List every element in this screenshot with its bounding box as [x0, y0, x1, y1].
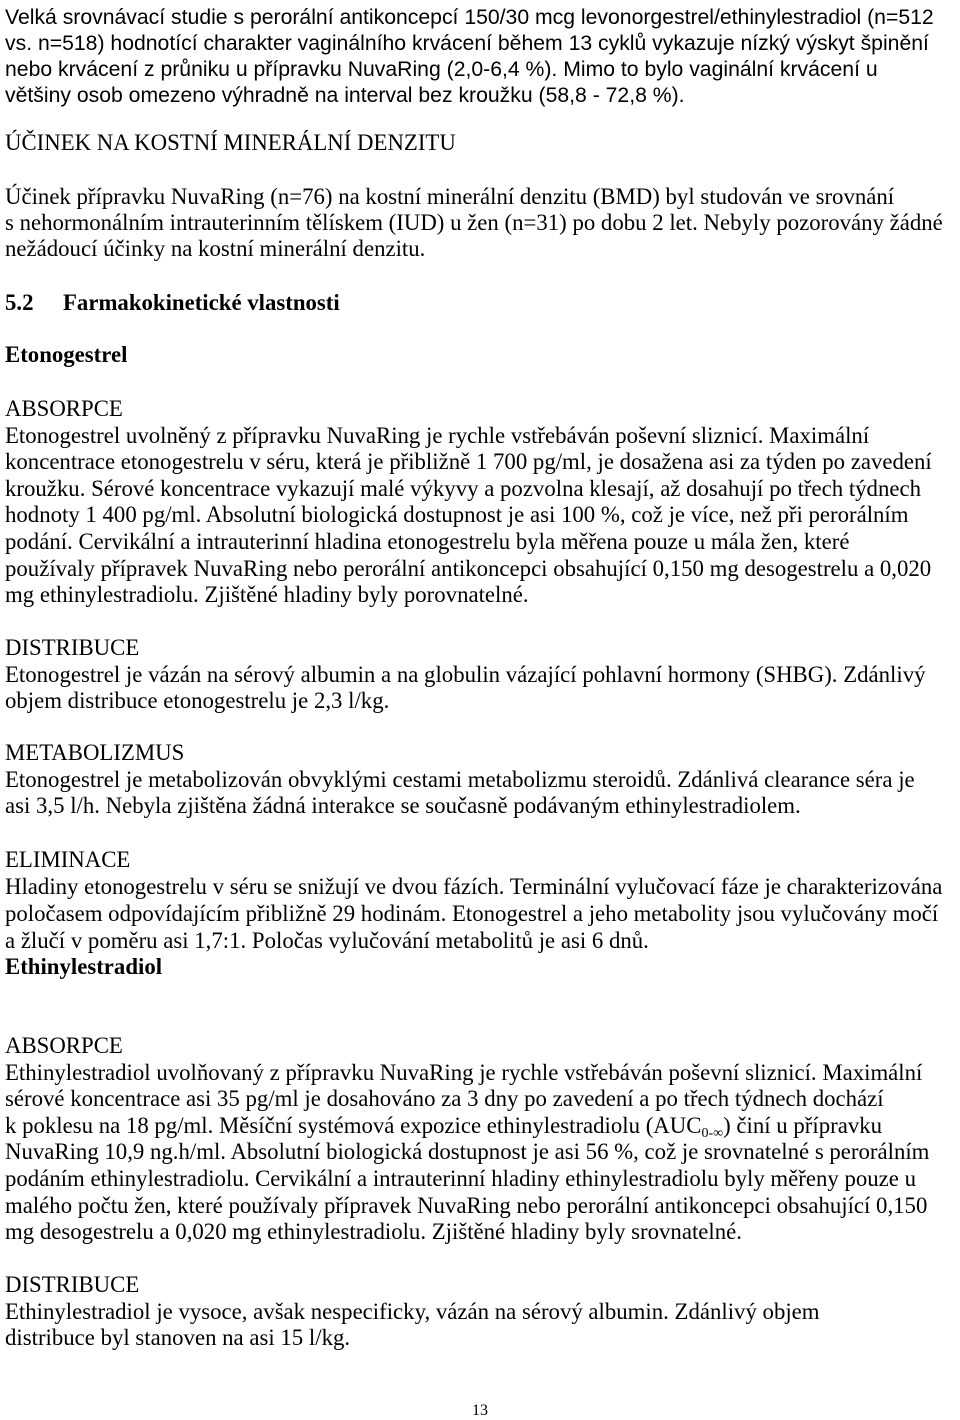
paragraph-line: kroužku. Sérové koncentrace vykazují malé výkyvy a pozvolna klesají, až dosahují po třech týdnech	[5, 475, 921, 501]
etonogestrel-metabolizmus	[5, 740, 915, 820]
paragraph-line: objem distribuce etonogestrelu je 2,3 l/kg.	[5, 688, 390, 714]
paragraph-line: Velká srovnávací studie s perorální antikoncepcí 150/30 mcg levonorgestrel/ethinylestradiol (n=512	[5, 6, 934, 29]
ethinylestradiol-distribuce	[5, 1272, 820, 1352]
auc-subscript: 0-∞	[701, 1125, 724, 1141]
paragraph-line: Ethinylestradiol uvolňovaný z přípravku NuvaRing je rychle vstřebáván poševní sliznicí. Maximální	[5, 1059, 923, 1085]
line-text: k poklesu na 18 pg/ml. Měsíční systémová expozice ethinylestradiolu (AUC	[5, 1112, 702, 1138]
section-title: Farmakokinetické vlastnosti	[63, 290, 340, 315]
line-text: ) činí u přípravku	[723, 1112, 883, 1138]
paragraph-line: Etonogestrel je metabolizován obvyklými cestami metabolizmu steroidů. Zdánlivá clearance séra je	[5, 766, 915, 792]
paragraph-line: Ethinylestradiol je vysoce, avšak nespecificky, vázán na sérový albumin. Zdánlivý objem	[5, 1298, 820, 1324]
paragraph-line: Etonogestrel uvolněný z přípravku NuvaRing je rychle vstřebáván poševní sliznicí. Maximální	[5, 422, 870, 448]
subsection-heading: ABSORPCE	[5, 396, 123, 421]
paragraph-line: hodnoty 1 400 pg/ml. Absolutní biologická dostupnost je asi 100 %, což je více, než při perorálním	[5, 502, 909, 528]
paragraph-line: většiny osob omezeno výhradně na interval bez kroužku (58,8 - 72,8 %).	[5, 84, 685, 107]
subsection-heading: DISTRIBUCE	[5, 635, 140, 660]
section-number: 5.2	[5, 290, 34, 315]
subsection-heading: METABOLIZMUS	[5, 740, 185, 765]
paragraph-line: nebo krvácení z průniku u přípravku NuvaRing (2,0-6,4 %). Mimo to bylo vaginální krvácení u	[5, 58, 878, 81]
paragraph-line: nežádoucí účinky na kostní minerální denzitu.	[5, 236, 426, 261]
etonogestrel-absorpce	[5, 396, 932, 609]
substance-title-ethinylestradiol: Ethinylestradiol	[5, 954, 163, 979]
paragraph-line: s nehormonálním intrauterinním tělískem (IUD) u žen (n=31) po dobu 2 let. Nebyly pozorovány žádné	[5, 210, 943, 235]
paragraph-line: Etonogestrel je vázán na sérový albumin a na globulin vázající pohlavní hormony (SHBG). Zdánlivý	[5, 661, 926, 687]
paragraph-line: poločasem odpovídajícím přibližně 29 hodinám. Etonogestrel a jeho metabolity jsou vylučovány močí	[5, 901, 939, 926]
paragraph-line	[5, 1113, 929, 1140]
page-number: 13	[472, 1402, 488, 1419]
paragraph-line: mg ethinylestradiolu. Zjištěné hladiny byly porovnatelné.	[5, 582, 529, 608]
paragraph-line: používaly přípravek NuvaRing nebo perorální antikoncepci obsahující 0,150 mg desogestrelu a 0,020	[5, 555, 932, 581]
intro-paragraph	[5, 5, 934, 109]
substance-title-etonogestrel: Etonogestrel	[5, 342, 128, 367]
paragraph-line: podání. Cervikální a intrauterinní hladina etonogestrelu byla měřena pouze u mála žen, které	[5, 528, 850, 554]
paragraph-line: mg desogestrelu a 0,020 mg ethinylestradiolu. Zjištěné hladiny byly srovnatelné.	[5, 1219, 742, 1245]
paragraph-line: Účinek přípravku NuvaRing (n=76) na kostní minerální denzitu (BMD) byl studován ve srovnání	[5, 184, 895, 209]
paragraph-line: asi 3,5 l/h. Nebyla zjištěna žádná interakce se současně podávaným ethinylestradiolem.	[5, 793, 801, 819]
paragraph-line: a žlučí v poměru asi 1,7:1. Poločas vylučování metabolitů je asi 6 dnů.	[5, 928, 649, 953]
paragraph-line: malého počtu žen, které používaly přípravek NuvaRing nebo perorální antikoncepci obsahující 0,150	[5, 1192, 928, 1218]
paragraph-line: Hladiny etonogestrelu v séru se snižují ve dvou fázích. Terminální vylučovací fáze je charakterizována	[5, 874, 943, 899]
subsection-heading: DISTRIBUCE	[5, 1272, 140, 1297]
paragraph-line: vs. n=518) hodnotící charakter vaginálního krvácení během 13 cyklů vykazuje nízký výskyt špinění	[5, 32, 929, 55]
subsection-heading: ABSORPCE	[5, 1033, 123, 1058]
subsection-heading: ELIMINACE	[5, 847, 131, 872]
etonogestrel-distribuce	[5, 635, 926, 715]
paragraph-line: sérové koncentrace asi 35 pg/ml je dosahováno za 3 dny po zavedení a po třech týdnech dochází	[5, 1086, 884, 1112]
etonogestrel-eliminace	[5, 846, 942, 954]
ethinylestradiol-absorpce	[5, 1033, 929, 1246]
paragraph-line: NuvaRing 10,9 ng.h/ml. Absolutní biologická dostupnost je asi 56 %, což je srovnatelné s perorálním	[5, 1139, 930, 1165]
bmd-heading: ÚČINEK NA KOSTNÍ MINERÁLNÍ DENZITU	[5, 130, 456, 155]
bmd-paragraph	[5, 184, 943, 262]
paragraph-line: distribuce byl stanoven na asi 15 l/kg.	[5, 1325, 351, 1351]
paragraph-line: koncentrace etonogestrelu v séru, která je přibližně 1 700 pg/ml, je dosažena asi za týden po zavedení	[5, 449, 932, 475]
section-heading	[5, 290, 340, 317]
paragraph-line: podáním ethinylestradiolu. Cervikální a intrauterinní hladiny ethinylestradiolu byly měřeny pouze u	[5, 1165, 917, 1191]
